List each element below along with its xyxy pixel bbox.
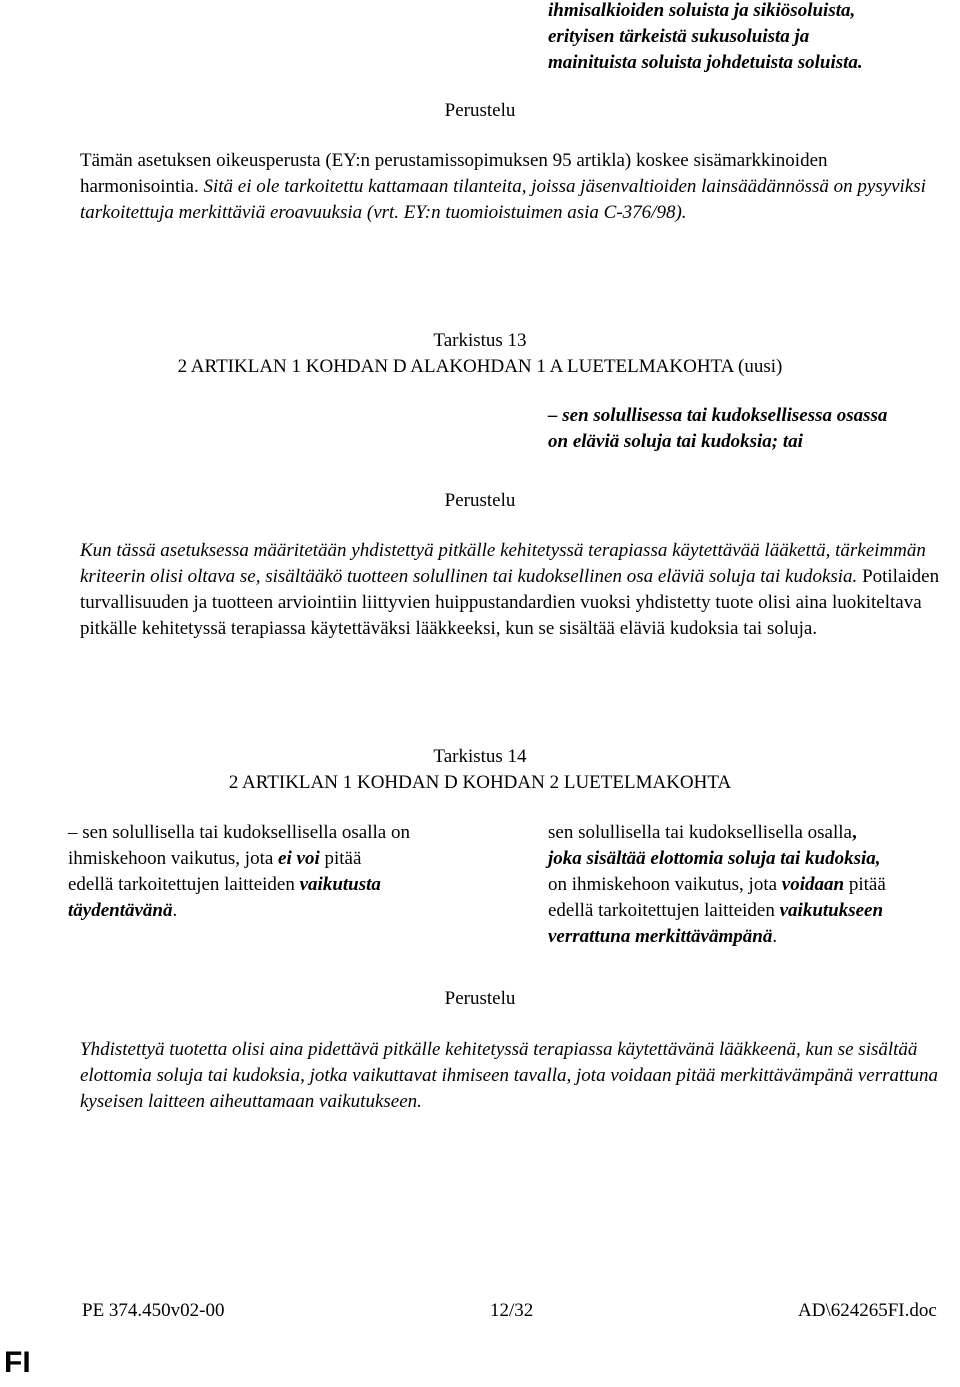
justification-paragraph (80, 148, 950, 226)
amendment-title: Tarkistus 14 (433, 746, 527, 767)
text-part: ihmiskehoon vaikutus, jota (68, 848, 279, 869)
text-part: . (172, 900, 178, 921)
language-code: FI (4, 1346, 31, 1379)
text-part: on ihmiskehoon vaikutus, jota (548, 874, 782, 895)
justification-paragraph (80, 538, 948, 642)
amendment-text-fragment (548, 0, 960, 76)
text-line: on eläviä soluja tai kudoksia; tai (548, 431, 803, 452)
text-line: ihmisalkioiden soluista ja sikiösoluista, (548, 0, 856, 21)
text-part-emphasis: verrattuna merkittävämpänä (548, 926, 773, 947)
text-part-emphasis: voidaan (781, 874, 845, 895)
text-part-emphasis: joka sisältää elottomia soluja tai kudoksia, (548, 848, 881, 869)
text-part: edellä tarkoitettujen laitteiden (68, 874, 300, 895)
justification-text-italic: Kun tässä asetuksessa määritetään yhdistettyä pitkälle kehitetyssä terapiassa käytettävää lääkettä, tärkeimmän kriteerin olisi oltava se, sisältääkö tuotteen solullinen tai kudoksellinen osa eläviä soluja tai kudoksia. (80, 540, 926, 587)
text-part-emphasis: ei voi (278, 848, 320, 869)
justification-paragraph: Yhdistettyä tuotetta olisi aina pidettävä pitkälle kehitetyssä terapiassa käytettävänä lääkkeenä, kun se sisältää elottomia soluja tai kudoksia, jotka vaikuttavat ihmiseen tavalla, jota voidaan pitää merkittävämpänä verrattuna kyseisen laitteen aiheuttamaan vaikutukseen. (80, 1039, 939, 1112)
text-part-emphasis: täydentävänä (68, 900, 173, 921)
justification-heading: Perustelu (444, 988, 516, 1009)
text-part-emphasis: vaikutukseen (779, 900, 884, 921)
text-line: – sen solullisessa tai kudoksellisessa osassa (548, 405, 888, 426)
amendment-text (548, 820, 960, 950)
amendment-text (548, 403, 960, 455)
amendment-subtitle: 2 ARTIKLAN 1 KOHDAN D ALAKOHDAN 1 A LUETELMAKOHTA (uusi) (177, 356, 783, 377)
justification-text: Tämän asetuksen oikeusperusta (EY:n perustamissopimuksen 95 artikla) koskee sisämarkkinoiden harmonisointia. (80, 150, 828, 197)
amendment-subtitle: 2 ARTIKLAN 1 KOHDAN D KOHDAN 2 LUETELMAKOHTA (228, 772, 732, 793)
text-part-emphasis: , (851, 822, 857, 843)
text-part: sen solullisella tai kudoksellisella osalla (548, 822, 852, 843)
justification-text-italic: Sitä ei ole tarkoitettu kattamaan tilanteita, joissa jäsenvaltioiden lainsäädännössä on pysyviksi tarkoitettuja merkittäviä eroavuuksia (vrt. EY:n tuomioistuimen asia C-376/98). (80, 176, 926, 223)
text-line: mainituista soluista johdetuista soluista. (548, 52, 863, 73)
text-line: – sen solullisella tai kudoksellisella osalla on (68, 822, 410, 843)
text-line: erityisen tärkeistä sukusoluista ja (548, 26, 810, 47)
text-part: . (772, 926, 778, 947)
footer-document-id: AD\624265FI.doc (798, 1300, 937, 1321)
commission-text (68, 820, 508, 924)
text-part: edellä tarkoitettujen laitteiden (548, 900, 780, 921)
amendment-title: Tarkistus 13 (433, 330, 527, 351)
text-part: pitää (844, 874, 886, 895)
text-part: pitää (319, 848, 362, 869)
justification-heading: Perustelu (444, 490, 516, 511)
text-part-emphasis: vaikutusta (299, 874, 381, 895)
justification-heading: Perustelu (444, 100, 516, 121)
justification-text: Potilaiden turvallisuuden ja tuotteen arviointiin liittyvien huippustandardien vuoksi yhdistetty tuote olisi aina luokiteltava pitkälle kehitetyssä terapiassa käytettäväksi lääkkeeksi, kun se sisältää eläviä kudoksia tai soluja. (80, 566, 940, 639)
footer-reference: PE 374.450v02-00 (82, 1300, 225, 1321)
page-number: 12/32 (490, 1300, 534, 1321)
